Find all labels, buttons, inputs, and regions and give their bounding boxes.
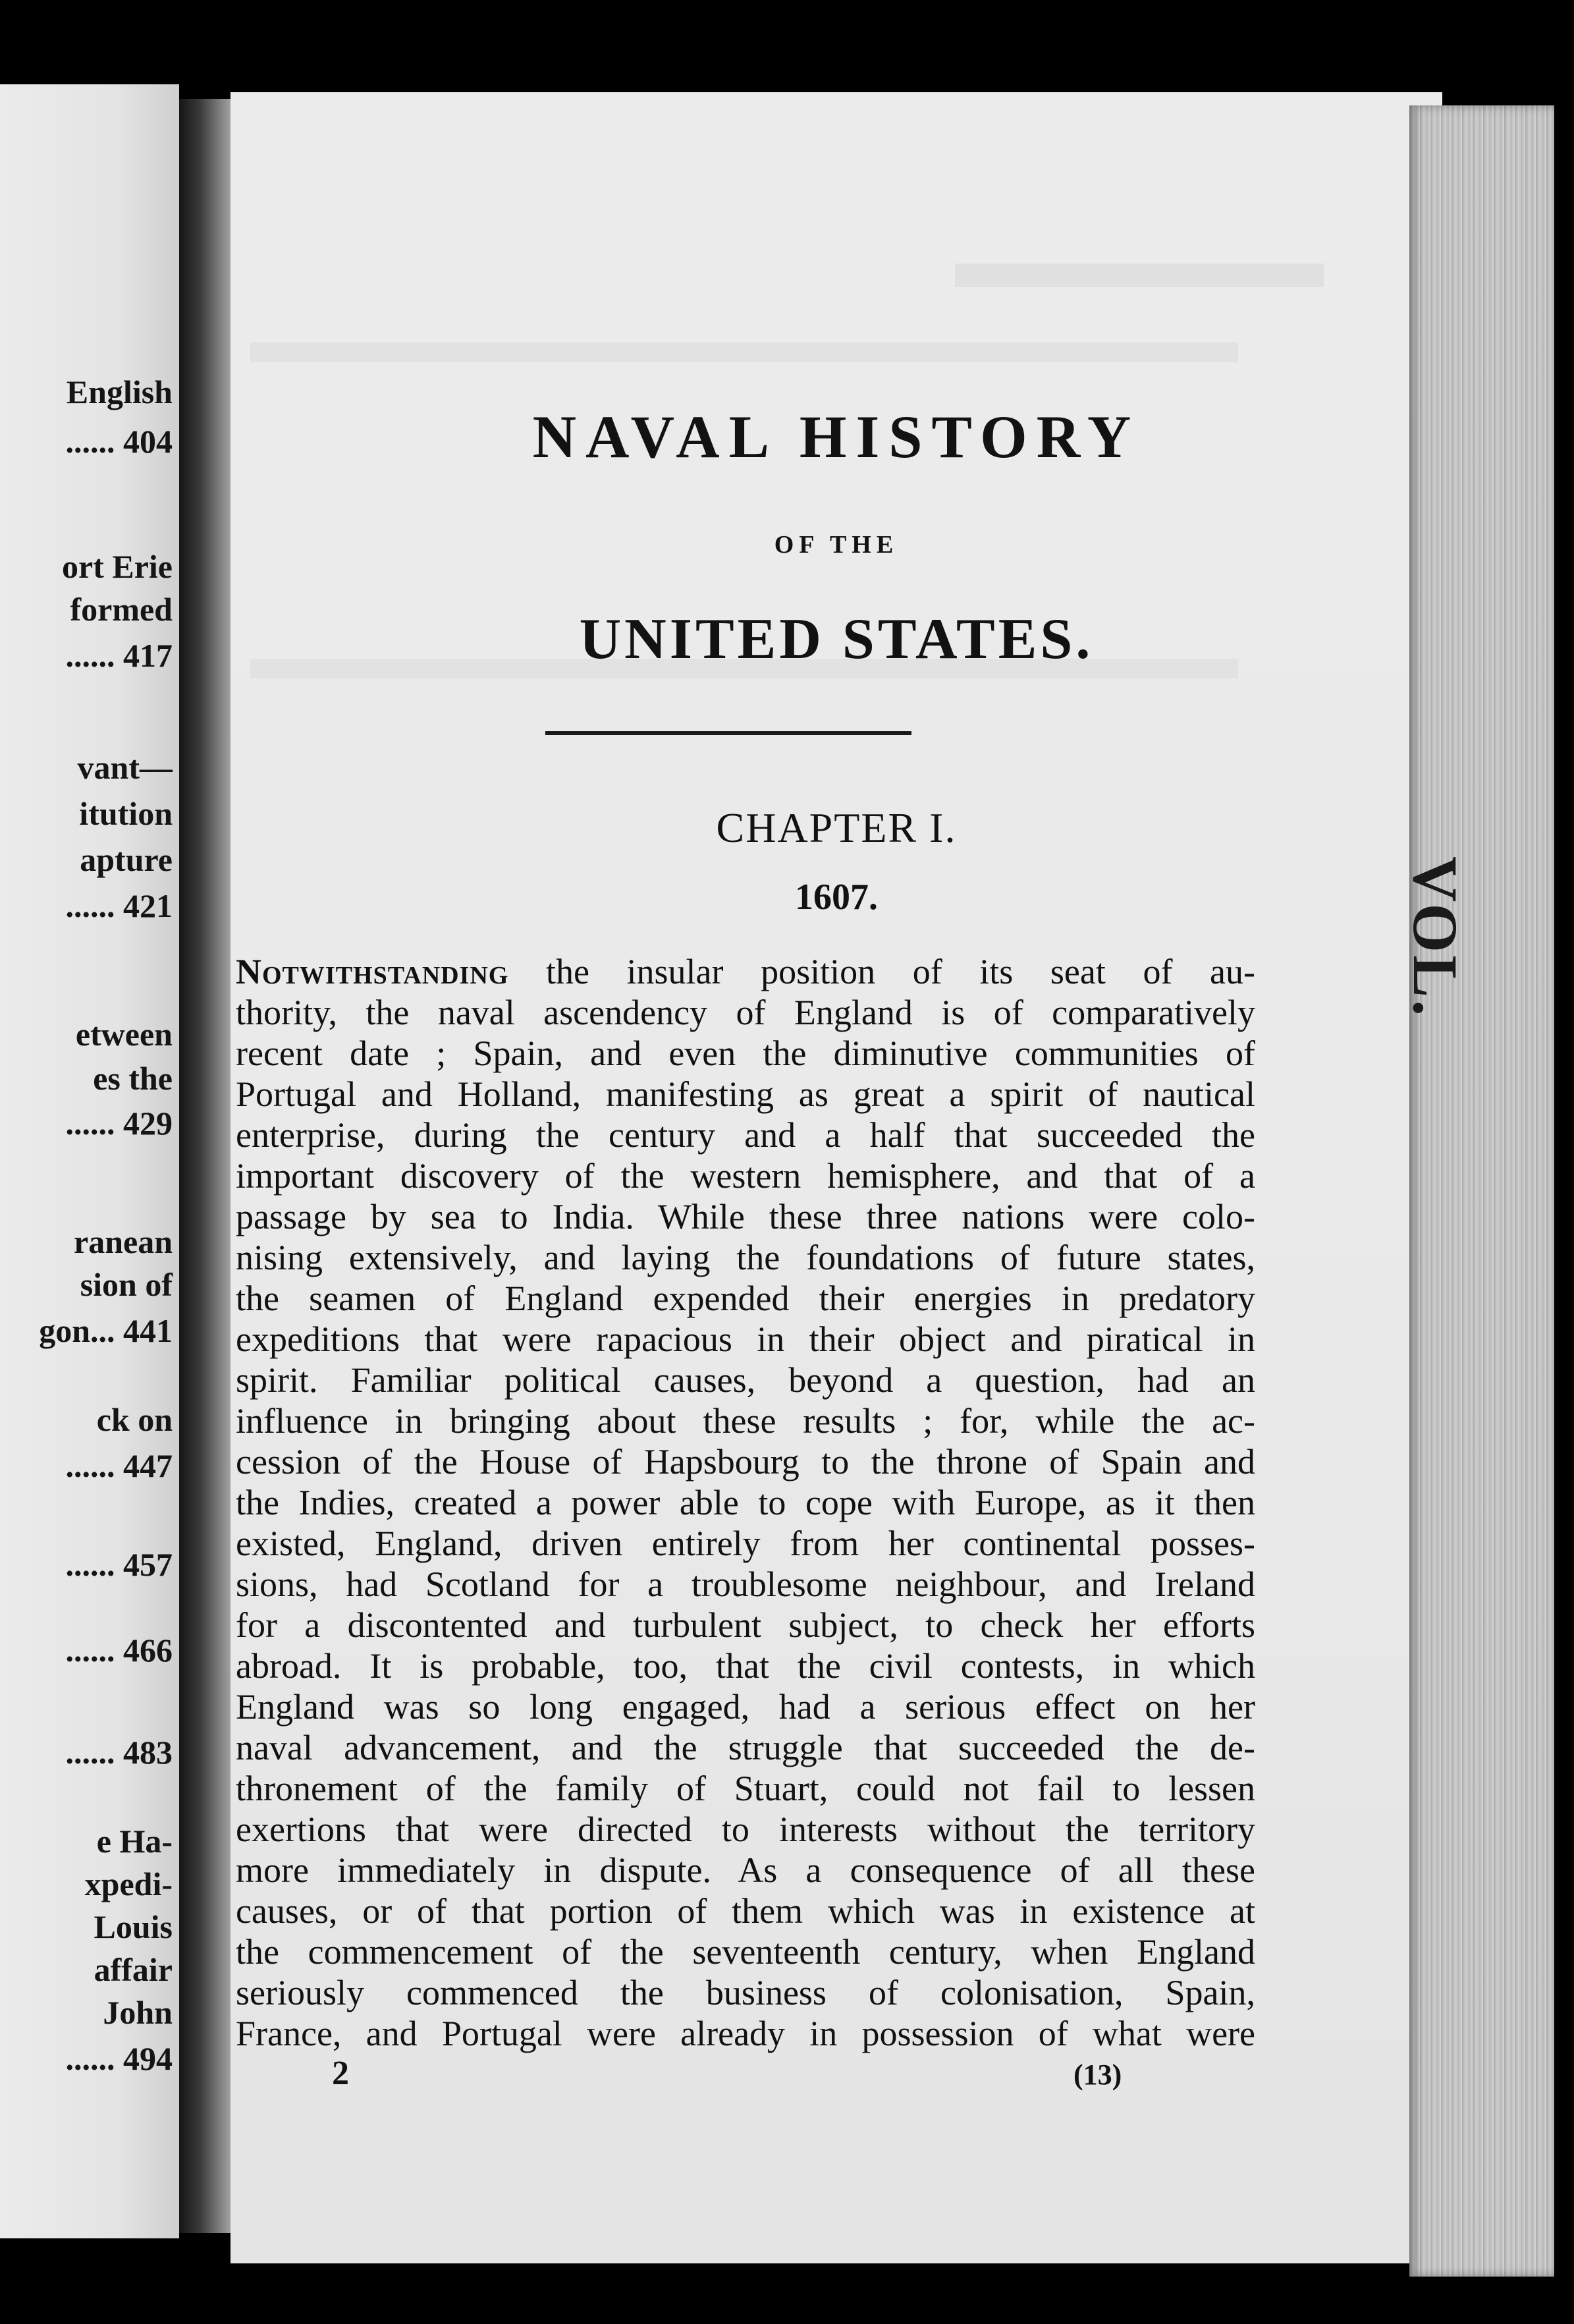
index-line: ...... 494 — [65, 2040, 173, 2077]
body-line: the seamen of England expended their energies in predatory — [236, 1279, 1255, 1318]
body-line: naval advancement, and the struggle that succeeded the de- — [236, 1728, 1255, 1767]
book-title: NAVAL HISTORY — [532, 403, 1141, 470]
body-line: enterprise, during the century and a half that succeeded the — [236, 1115, 1255, 1155]
body-line: spirit. Familiar political causes, beyond a question, had an — [236, 1360, 1255, 1400]
chapter-year: 1607. — [795, 877, 878, 918]
book-title-subject: UNITED STATES. — [579, 607, 1094, 671]
index-line: ck on — [96, 1401, 173, 1438]
index-line: ...... 404 — [65, 423, 173, 460]
body-line: nising extensively, and laying the foundations of future states, — [236, 1238, 1255, 1277]
edge-volume-label: VOL. — [1400, 856, 1471, 1019]
body-line: abroad. It is probable, too, that the civil contests, in which — [236, 1646, 1255, 1686]
body-first-line — [236, 954, 1255, 989]
index-line: ...... 447 — [65, 1447, 173, 1484]
index-line: vant— — [77, 749, 173, 786]
title-rule — [545, 731, 911, 735]
index-line: formed — [70, 591, 173, 628]
body-line: passage by sea to India. While these three nations were colo- — [236, 1197, 1255, 1236]
chapter-heading: CHAPTER I. — [716, 804, 957, 851]
body-line: existed, England, driven entirely from her continental posses- — [236, 1524, 1255, 1563]
first-line-rest: the insular position of its seat of au- — [508, 952, 1255, 991]
index-line: es the — [93, 1060, 173, 1097]
book-title-connector: OF THE — [774, 531, 899, 559]
body-line: Portugal and Holland, manifesting as great a spirit of nautical — [236, 1074, 1255, 1114]
body-line: exertions that were directed to interests without the territory — [236, 1810, 1255, 1849]
body-line: the Indies, created a power able to cope with Europe, as it then — [236, 1483, 1255, 1522]
index-line: ort Erie — [62, 548, 173, 585]
body-line: causes, or of that portion of them which was in existence at — [236, 1891, 1255, 1931]
index-line: English — [66, 374, 173, 410]
body-line: thronement of the family of Stuart, could not fail to lessen — [236, 1769, 1255, 1808]
index-line: ...... 417 — [65, 637, 173, 674]
index-line: apture — [80, 841, 173, 878]
index-line: ...... 466 — [65, 1632, 173, 1669]
body-line: France, and Portugal were already in possession of what were — [236, 2014, 1255, 2053]
index-line: ...... 421 — [65, 887, 173, 924]
index-line: etween — [75, 1016, 173, 1053]
index-line: ranean — [74, 1223, 173, 1260]
index-line: sion of — [80, 1266, 173, 1303]
page-number: (13) — [1073, 2059, 1122, 2091]
body-line: thority, the naval ascendency of England is of comparatively — [236, 993, 1255, 1032]
index-line: ...... 457 — [65, 1546, 173, 1583]
index-line: affair — [94, 1951, 173, 1988]
index-line: gon... 441 — [39, 1312, 173, 1349]
body-line: recent date ; Spain, and even the diminutive communities of — [236, 1034, 1255, 1073]
body-line: expeditions that were rapacious in their object and piratical in — [236, 1319, 1255, 1359]
bleed-through-mark — [250, 343, 1238, 362]
index-line: e Ha- — [96, 1823, 173, 1860]
index-line: John — [103, 1994, 173, 2031]
index-line: itution — [79, 795, 173, 832]
body-line: cession of the House of Hapsbourg to the throne of Spain and — [236, 1442, 1255, 1481]
index-line: ...... 483 — [65, 1734, 173, 1771]
opening-word: Notwithstanding — [236, 952, 509, 991]
index-line: ...... 429 — [65, 1105, 173, 1142]
left-facing-page — [0, 84, 179, 2238]
body-line: seriously commenced the business of colonisation, Spain, — [236, 1973, 1255, 2012]
body-line: important discovery of the western hemisphere, and that of a — [236, 1156, 1255, 1196]
body-line: England was so long engaged, had a serious effect on her — [236, 1687, 1255, 1727]
bleed-through-mark — [955, 263, 1324, 287]
body-line: sions, had Scotland for a troublesome neighbour, and Ireland — [236, 1564, 1255, 1604]
body-line: more immediately in dispute. As a consequence of all these — [236, 1850, 1255, 1890]
index-line: Louis — [94, 1908, 173, 1945]
body-line: for a discontented and turbulent subject, to check her efforts — [236, 1605, 1255, 1645]
book-gutter — [179, 99, 238, 2233]
signature-mark: 2 — [332, 2055, 349, 2092]
index-line: xpedi- — [84, 1866, 173, 1902]
body-line: influence in bringing about these results ; for, while the ac- — [236, 1401, 1255, 1441]
body-line: the commencement of the seventeenth century, when England — [236, 1932, 1255, 1972]
